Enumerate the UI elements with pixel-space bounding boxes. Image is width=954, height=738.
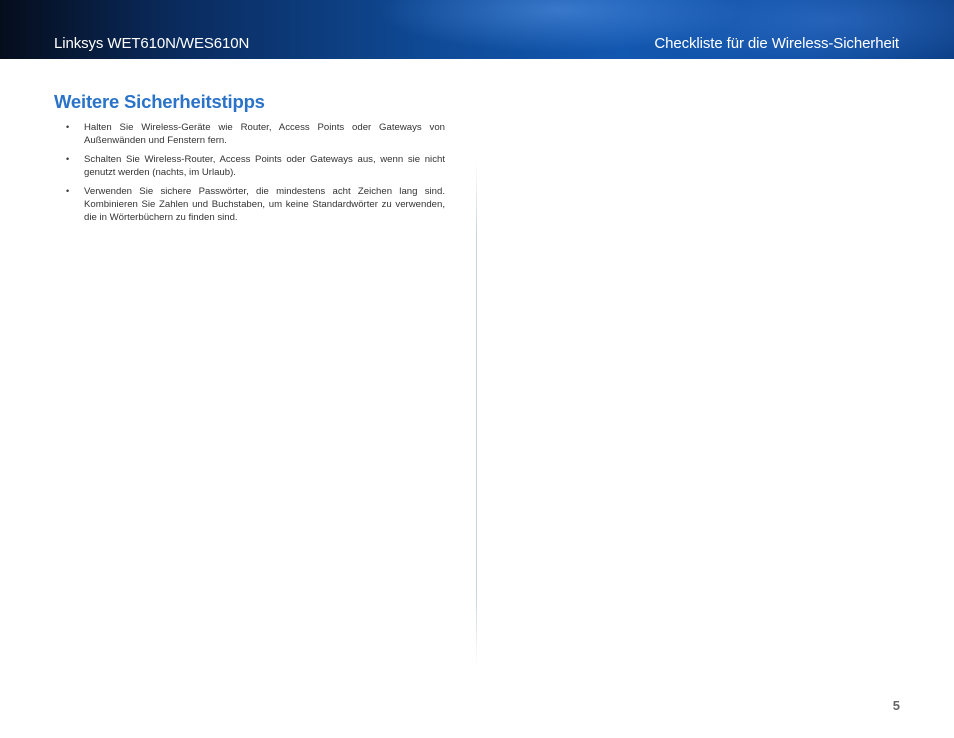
page-header	[0, 0, 954, 59]
column-divider	[476, 160, 477, 667]
list-item	[66, 153, 445, 179]
list-item	[66, 121, 445, 147]
list-item	[66, 185, 445, 224]
bullet-icon: •	[66, 186, 70, 196]
list-item-text: Schalten Sie Wireless-Router, Access Points oder Gateways aus, wenn sie nicht genutzt werden (nachts, im Urlaub).	[84, 154, 445, 178]
list-item-text: Verwenden Sie sichere Passwörter, die mindestens acht Zeichen lang sind. Kombinieren Sie Zahlen und Buchstaben, um keine Standardwörter zu verwenden, die in Wörterbüchern zu finden sind.	[84, 186, 445, 223]
security-tips-list	[66, 121, 445, 230]
bullet-icon: •	[66, 154, 70, 164]
product-name: Linksys WET610N/WES610N	[54, 35, 250, 52]
bullet-icon: •	[66, 122, 70, 132]
section-title: Weitere Sicherheitstipps	[54, 91, 265, 112]
chapter-title: Checkliste für die Wireless-Sicherheit	[654, 35, 899, 52]
list-item-text: Halten Sie Wireless-Geräte wie Router, Access Points oder Gateways von Außenwänden und Fenstern fern.	[84, 122, 445, 146]
page-number: 5	[892, 698, 900, 713]
